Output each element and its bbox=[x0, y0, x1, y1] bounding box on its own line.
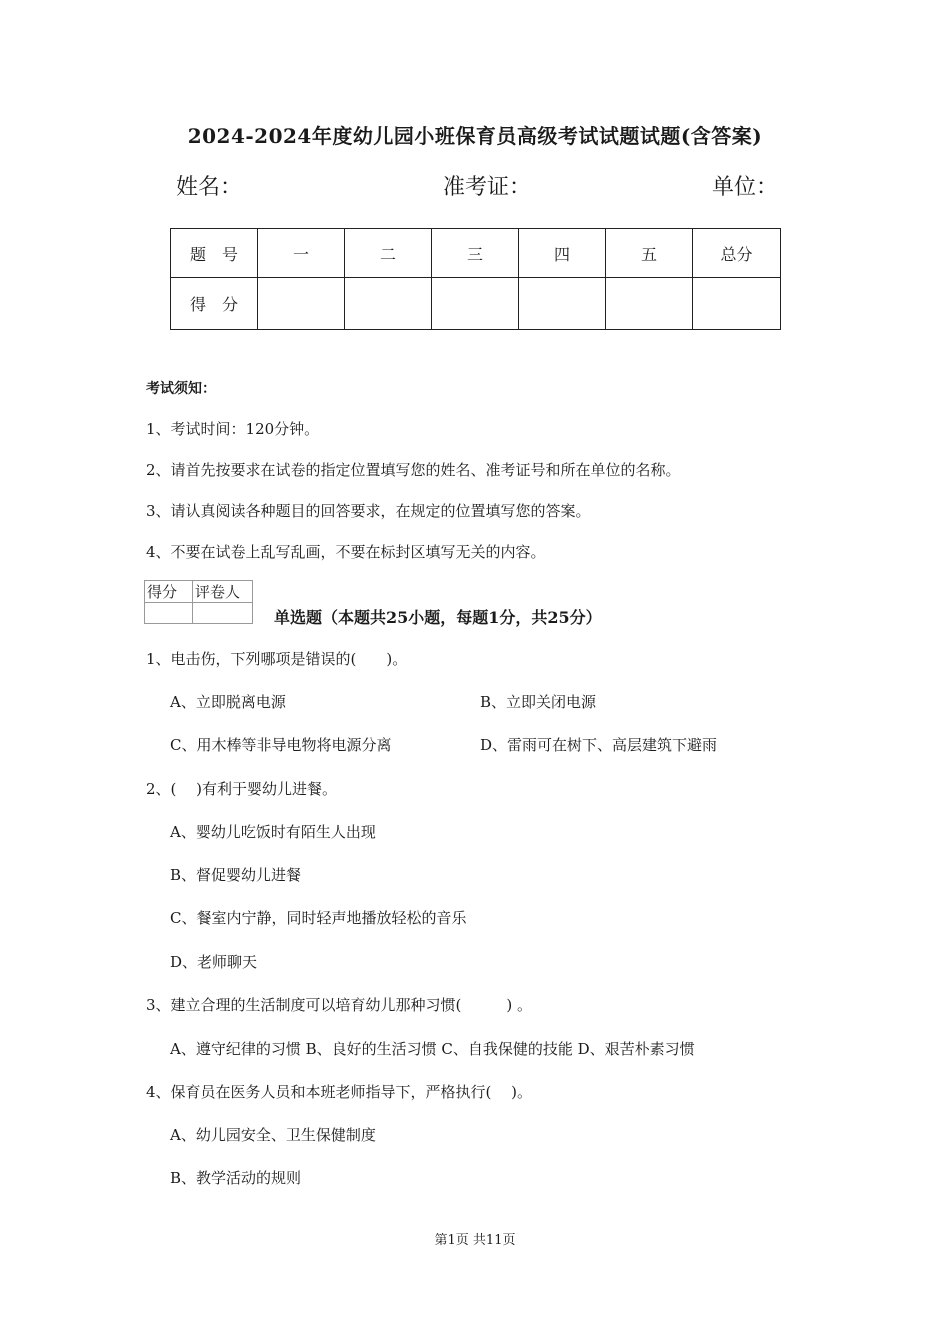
grader-name-label: 评卷人 bbox=[193, 581, 253, 603]
note-item: 4、不要在试卷上乱写乱画，不要在标封区填写无关的内容。 bbox=[146, 543, 546, 561]
question-stem: 4、保育员在医务人员和本班老师指导下，严格执行( )。 bbox=[146, 1083, 533, 1101]
question-option[interactable]: C、餐室内宁静，同时轻声地播放轻松的音乐 bbox=[170, 909, 467, 927]
question-stem: 1、电击伤，下列哪项是错误的( )。 bbox=[146, 650, 408, 668]
score-cell[interactable] bbox=[606, 278, 693, 330]
score-cell[interactable] bbox=[432, 278, 519, 330]
question-option[interactable]: D、老师聊天 bbox=[170, 953, 258, 971]
question-option[interactable]: C、用木棒等非导电物将电源分离 bbox=[170, 736, 392, 754]
document-title: 2024-2024年度幼儿园小班保育员高级考试试题试题(含答案) bbox=[187, 124, 763, 148]
question-stem: 3、建立合理的生活制度可以培育幼儿那种习惯( ) 。 bbox=[146, 996, 533, 1014]
question-option[interactable]: A、幼儿园安全、卫生保健制度 bbox=[170, 1126, 376, 1144]
score-table-score-row bbox=[171, 278, 781, 330]
grader-score-cell[interactable] bbox=[145, 603, 193, 624]
score-cell[interactable] bbox=[693, 278, 781, 330]
name-field-label: 姓名： bbox=[176, 175, 243, 200]
question-option[interactable]: B、立即关闭电源 bbox=[480, 693, 597, 711]
score-table-header-cell: 总分 bbox=[693, 229, 781, 278]
question-option[interactable]: B、督促婴幼儿进餐 bbox=[170, 866, 302, 884]
page-footer: 第1页 共11页 bbox=[434, 1233, 516, 1248]
score-table-header-cell: 二 bbox=[345, 229, 432, 278]
notes-heading: 考试须知： bbox=[146, 381, 216, 397]
question-option[interactable]: B、教学活动的规则 bbox=[170, 1169, 302, 1187]
note-item: 2、请首先按要求在试卷的指定位置填写您的姓名、准考证号和所在单位的名称。 bbox=[146, 461, 681, 479]
unit-field-label: 单位： bbox=[712, 175, 779, 200]
section-title: 单选题（本题共25小题，每题1分，共25分） bbox=[274, 608, 602, 627]
exam-number-field-label: 准考证： bbox=[443, 175, 532, 200]
question-option[interactable]: A、遵守纪律的习惯 B、良好的生活习惯 C、自我保健的技能 D、艰苦朴素习惯 bbox=[170, 1040, 695, 1058]
note-item: 1、考试时间：120分钟。 bbox=[146, 420, 320, 438]
score-cell[interactable] bbox=[345, 278, 432, 330]
grader-box bbox=[144, 580, 253, 624]
score-cell[interactable] bbox=[258, 278, 345, 330]
score-table-header-row bbox=[171, 229, 781, 278]
question-stem: 2、( )有利于婴幼儿进餐。 bbox=[146, 780, 338, 798]
score-table bbox=[170, 228, 781, 330]
grader-score-label: 得分 bbox=[145, 581, 193, 603]
score-table-header-cell: 四 bbox=[519, 229, 606, 278]
score-table-row-label: 得 分 bbox=[171, 278, 258, 330]
score-cell[interactable] bbox=[519, 278, 606, 330]
score-table-header-cell: 五 bbox=[606, 229, 693, 278]
question-option[interactable]: D、雷雨可在树下、高层建筑下避雨 bbox=[480, 736, 718, 754]
score-table-header-cell: 题 号 bbox=[171, 229, 258, 278]
question-option[interactable]: A、立即脱离电源 bbox=[170, 693, 286, 711]
grader-name-cell[interactable] bbox=[193, 603, 253, 624]
question-option[interactable]: A、婴幼儿吃饭时有陌生人出现 bbox=[170, 823, 376, 841]
score-table-header-cell: 一 bbox=[258, 229, 345, 278]
note-item: 3、请认真阅读各种题目的回答要求，在规定的位置填写您的答案。 bbox=[146, 502, 591, 520]
score-table-header-cell: 三 bbox=[432, 229, 519, 278]
